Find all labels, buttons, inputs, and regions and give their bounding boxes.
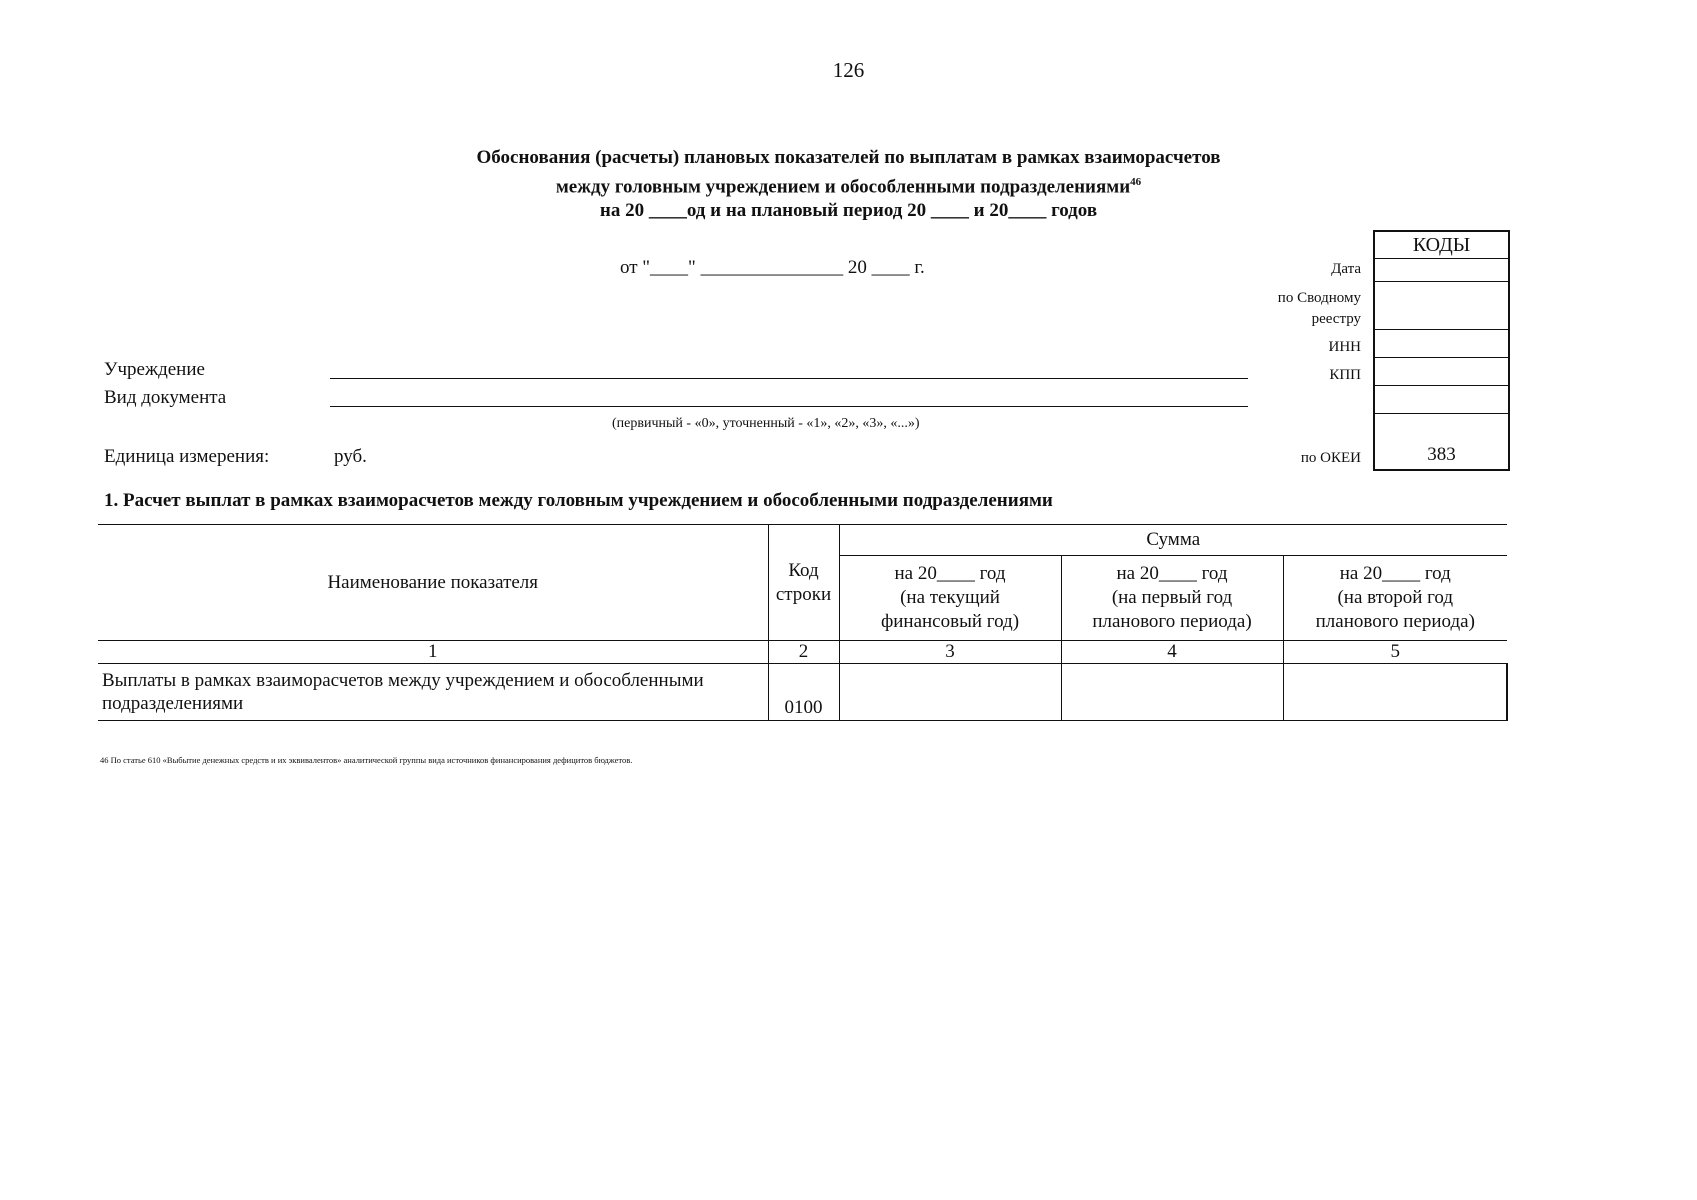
col-number-5: 5 bbox=[1283, 641, 1507, 664]
row-value-col5[interactable] bbox=[1283, 664, 1507, 721]
header-sum: Сумма bbox=[839, 525, 1507, 556]
col-number-4: 4 bbox=[1061, 641, 1283, 664]
label-okei: по ОКЕИ bbox=[1300, 450, 1361, 466]
okei-value: 383 bbox=[1427, 444, 1456, 465]
doc-type-field[interactable] bbox=[330, 406, 1248, 407]
label-registry: по Сводному реестру bbox=[1277, 290, 1361, 327]
code-cell-kpp[interactable] bbox=[1375, 357, 1508, 385]
institution-field[interactable] bbox=[330, 378, 1248, 379]
header-code: Код строки bbox=[768, 525, 839, 641]
row-code: 0100 bbox=[768, 664, 839, 721]
codes-box bbox=[1373, 230, 1510, 471]
unit-value: руб. bbox=[334, 446, 367, 467]
payments-table bbox=[98, 524, 1508, 721]
row-name: Выплаты в рамках взаиморасчетов между учреждением и обособленными подразделениями bbox=[98, 664, 768, 721]
institution-label: Учреждение bbox=[104, 359, 205, 380]
title-line-2: между головным учреждением и обособленными подразделениями$^{46}$ bbox=[555, 176, 1142, 198]
document-date-line: от "____" _______________ 20 ____ г. bbox=[620, 257, 925, 278]
doc-type-label: Вид документа bbox=[104, 387, 227, 408]
page-number: 126 bbox=[832, 58, 865, 82]
col-number-1: 1 bbox=[98, 641, 768, 664]
doc-type-hint: (первичный - «0», уточненный - «1», «2», «3», «...») bbox=[612, 416, 920, 431]
footnote: 46 По статье 610 «Выбытие денежных средств и их эквивалентов» аналитической группы вида источников финансирования дефицитов бюджетов. bbox=[100, 755, 633, 765]
label-inn: ИНН bbox=[1328, 339, 1361, 355]
title-line-1: Обоснования (расчеты) плановых показателей по выплатам в рамках взаиморасчетов bbox=[476, 147, 1221, 168]
header-col3: на 20____ год (на текущий финансовый год) bbox=[839, 556, 1061, 641]
code-cell-registry[interactable] bbox=[1375, 281, 1508, 329]
codes-header: КОДЫ bbox=[1412, 234, 1471, 256]
label-date: Дата bbox=[1331, 261, 1361, 277]
col-number-2: 2 bbox=[768, 641, 839, 664]
footnote-ref: 46 bbox=[1130, 176, 1142, 188]
header-col5: на 20____ год (на второй год планового периода) bbox=[1283, 556, 1507, 641]
code-cell-inn[interactable] bbox=[1375, 329, 1508, 357]
section-1-title: 1. Расчет выплат в рамках взаиморасчетов между головным учреждением и обособленными подразделениями bbox=[104, 490, 1053, 511]
row-value-col4[interactable] bbox=[1061, 664, 1283, 721]
unit-label: Единица измерения: bbox=[104, 446, 270, 467]
code-cell-date[interactable] bbox=[1375, 258, 1508, 281]
title-line-3: на 20 ____од и на плановый период 20 ____ и 20____ годов bbox=[599, 200, 1098, 222]
label-kpp: КПП bbox=[1329, 367, 1361, 383]
col-number-3: 3 bbox=[839, 641, 1061, 664]
row-value-col3[interactable] bbox=[839, 664, 1061, 721]
header-col4: на 20____ год (на первый год планового периода) bbox=[1061, 556, 1283, 641]
document-title bbox=[0, 146, 1697, 223]
header-name: Наименование показателя bbox=[98, 525, 768, 641]
code-cell-doc-type[interactable] bbox=[1375, 385, 1508, 413]
table-row bbox=[98, 664, 1507, 721]
code-cell-okei bbox=[1375, 413, 1508, 469]
